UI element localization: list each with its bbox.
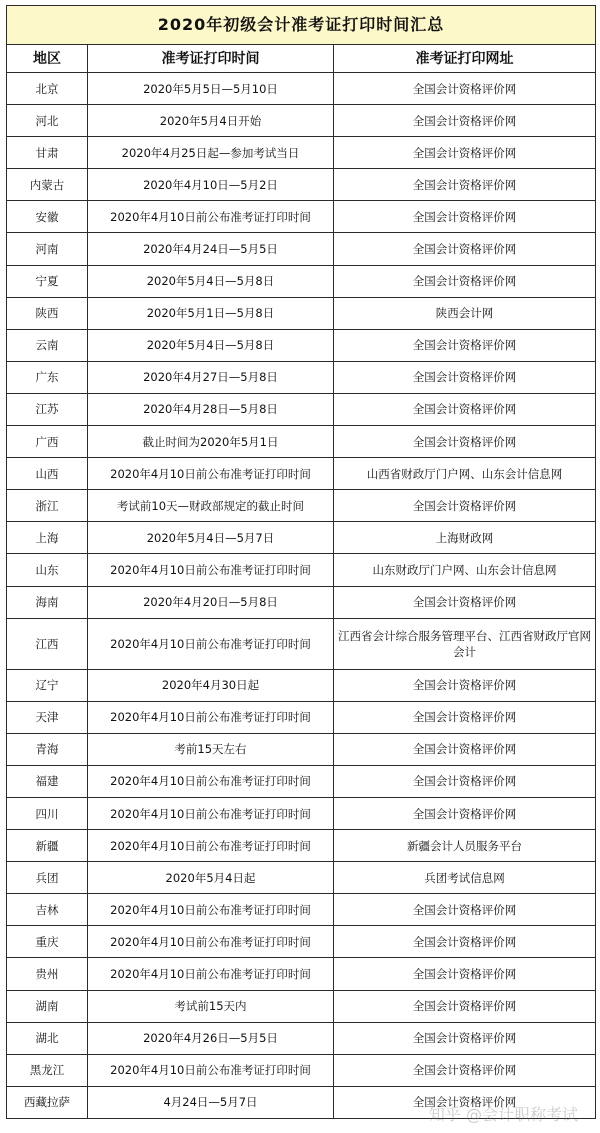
- print-site-cell: 全国会计资格评价网: [334, 894, 596, 926]
- print-site-cell: 全国会计资格评价网: [334, 265, 596, 297]
- region-cell: 新疆: [7, 830, 88, 862]
- print-time-cell: 4月24日—5月7日: [88, 1086, 334, 1118]
- print-time-cell: 2020年4月10日前公布准考证打印时间: [88, 618, 334, 669]
- table-row: [7, 137, 596, 169]
- print-time-cell: 2020年5月1日—5月8日: [88, 297, 334, 329]
- print-site-cell: 新疆会计人员服务平台: [334, 830, 596, 862]
- table-row: [7, 554, 596, 586]
- print-site-cell: 全国会计资格评价网: [334, 426, 596, 458]
- print-site-cell: 上海财政网: [334, 522, 596, 554]
- table-row: [7, 105, 596, 137]
- print-site-cell: 全国会计资格评价网: [334, 393, 596, 425]
- table-row: [7, 926, 596, 958]
- table-row: [7, 618, 596, 669]
- table-row: [7, 297, 596, 329]
- region-cell: 山东: [7, 554, 88, 586]
- table-row: [7, 862, 596, 894]
- region-cell: 天津: [7, 701, 88, 733]
- print-time-cell: 2020年4月10日前公布准考证打印时间: [88, 797, 334, 829]
- region-cell: 云南: [7, 329, 88, 361]
- print-site-cell: 陕西会计网: [334, 297, 596, 329]
- print-site-cell: 全国会计资格评价网: [334, 701, 596, 733]
- region-cell: 河北: [7, 105, 88, 137]
- print-time-cell: 2020年4月30日起: [88, 669, 334, 701]
- print-site-cell: 山东财政厅门户网、山东会计信息网: [334, 554, 596, 586]
- print-time-cell: 2020年4月10日前公布准考证打印时间: [88, 701, 334, 733]
- table-row: [7, 458, 596, 490]
- table-row: [7, 669, 596, 701]
- print-time-cell: 2020年4月24日—5月5日: [88, 233, 334, 265]
- table-row: [7, 201, 596, 233]
- region-cell: 安徽: [7, 201, 88, 233]
- print-time-cell: 2020年4月10日前公布准考证打印时间: [88, 554, 334, 586]
- table-row: [7, 1086, 596, 1118]
- region-cell: 重庆: [7, 926, 88, 958]
- print-time-cell: 2020年4月10日前公布准考证打印时间: [88, 958, 334, 990]
- table-row: [7, 329, 596, 361]
- print-time-cell: 2020年5月4日开始: [88, 105, 334, 137]
- print-time-cell: 2020年4月10日前公布准考证打印时间: [88, 894, 334, 926]
- column-header-print-site: 准考证打印网址: [334, 45, 596, 73]
- column-header-region: 地区: [7, 45, 88, 73]
- table-row: [7, 701, 596, 733]
- region-cell: 湖南: [7, 990, 88, 1022]
- print-time-cell: 2020年4月10日前公布准考证打印时间: [88, 201, 334, 233]
- print-site-cell: 全国会计资格评价网: [334, 329, 596, 361]
- print-site-cell: 全国会计资格评价网: [334, 990, 596, 1022]
- print-site-cell: 全国会计资格评价网: [334, 1054, 596, 1086]
- print-time-cell: 考试前10天—财政部规定的截止时间: [88, 490, 334, 522]
- print-time-cell: 2020年5月4日—5月8日: [88, 329, 334, 361]
- table-row: [7, 490, 596, 522]
- print-time-cell: 2020年5月4日—5月7日: [88, 522, 334, 554]
- print-site-cell: 山西省财政厅门户网、山东会计信息网: [334, 458, 596, 490]
- print-time-cell: 2020年4月28日—5月8日: [88, 393, 334, 425]
- region-cell: 山西: [7, 458, 88, 490]
- print-site-cell: 全国会计资格评价网: [334, 490, 596, 522]
- table-row: [7, 361, 596, 393]
- region-cell: 北京: [7, 73, 88, 105]
- print-time-cell: 2020年5月4日—5月8日: [88, 265, 334, 297]
- region-cell: 江苏: [7, 393, 88, 425]
- print-time-cell: 2020年4月10日前公布准考证打印时间: [88, 926, 334, 958]
- region-cell: 福建: [7, 765, 88, 797]
- exam-ticket-table: [6, 5, 596, 1119]
- print-site-cell: 全国会计资格评价网: [334, 669, 596, 701]
- column-header-print-time: 准考证打印时间: [88, 45, 334, 73]
- table-row: [7, 797, 596, 829]
- region-cell: 兵团: [7, 862, 88, 894]
- print-time-cell: 2020年5月4日起: [88, 862, 334, 894]
- region-cell: 黑龙江: [7, 1054, 88, 1086]
- print-time-cell: 2020年5月5日—5月10日: [88, 73, 334, 105]
- table-row: [7, 958, 596, 990]
- print-site-cell: 全国会计资格评价网: [334, 105, 596, 137]
- region-cell: 四川: [7, 797, 88, 829]
- table-row: [7, 73, 596, 105]
- table-row: [7, 990, 596, 1022]
- header-row: [7, 45, 596, 73]
- print-site-cell: 全国会计资格评价网: [334, 201, 596, 233]
- print-site-cell: 全国会计资格评价网: [334, 586, 596, 618]
- table-row: [7, 586, 596, 618]
- region-cell: 海南: [7, 586, 88, 618]
- region-cell: 广东: [7, 361, 88, 393]
- print-time-cell: 2020年4月10日—5月2日: [88, 169, 334, 201]
- print-time-cell: 2020年4月10日前公布准考证打印时间: [88, 1054, 334, 1086]
- table-body: [7, 73, 596, 1119]
- print-site-cell: 兵团考试信息网: [334, 862, 596, 894]
- region-cell: 吉林: [7, 894, 88, 926]
- region-cell: 内蒙古: [7, 169, 88, 201]
- region-cell: 江西: [7, 618, 88, 669]
- region-cell: 宁夏: [7, 265, 88, 297]
- print-time-cell: 2020年4月10日前公布准考证打印时间: [88, 765, 334, 797]
- print-site-cell: 全国会计资格评价网: [334, 1022, 596, 1054]
- table-row: [7, 894, 596, 926]
- print-site-cell: 全国会计资格评价网: [334, 233, 596, 265]
- print-site-cell: 江西省会计综合服务管理平台、江西省财政厅官网会计: [334, 618, 596, 669]
- region-cell: 上海: [7, 522, 88, 554]
- table-row: [7, 522, 596, 554]
- print-site-cell: 全国会计资格评价网: [334, 733, 596, 765]
- watermark: 知乎 @会计职称考试: [428, 1105, 578, 1124]
- table-row: [7, 765, 596, 797]
- print-time-cell: 2020年4月10日前公布准考证打印时间: [88, 458, 334, 490]
- print-time-cell: 截止时间为2020年5月1日: [88, 426, 334, 458]
- print-site-cell: 全国会计资格评价网: [334, 958, 596, 990]
- print-time-cell: 2020年4月10日前公布准考证打印时间: [88, 830, 334, 862]
- region-cell: 陕西: [7, 297, 88, 329]
- print-site-cell: 全国会计资格评价网: [334, 797, 596, 829]
- print-site-cell: 全国会计资格评价网: [334, 765, 596, 797]
- region-cell: 广西: [7, 426, 88, 458]
- print-time-cell: 2020年4月25日起—参加考试当日: [88, 137, 334, 169]
- print-time-cell: 考前15天左右: [88, 733, 334, 765]
- table-row: [7, 265, 596, 297]
- table-row: [7, 1022, 596, 1054]
- table-title: 2020年初级会计准考证打印时间汇总: [7, 6, 596, 45]
- region-cell: 青海: [7, 733, 88, 765]
- table-row: [7, 233, 596, 265]
- table-row: [7, 426, 596, 458]
- print-site-cell: 全国会计资格评价网: [334, 73, 596, 105]
- region-cell: 贵州: [7, 958, 88, 990]
- print-site-cell: 全国会计资格评价网: [334, 361, 596, 393]
- table-row: [7, 733, 596, 765]
- table-row: [7, 169, 596, 201]
- print-site-cell: 全国会计资格评价网: [334, 1086, 596, 1118]
- region-cell: 河南: [7, 233, 88, 265]
- region-cell: 甘肃: [7, 137, 88, 169]
- print-time-cell: 2020年4月26日—5月5日: [88, 1022, 334, 1054]
- region-cell: 辽宁: [7, 669, 88, 701]
- print-time-cell: 考试前15天内: [88, 990, 334, 1022]
- print-time-cell: 2020年4月20日—5月8日: [88, 586, 334, 618]
- table-row: [7, 393, 596, 425]
- print-time-cell: 2020年4月27日—5月8日: [88, 361, 334, 393]
- print-site-cell: 全国会计资格评价网: [334, 926, 596, 958]
- region-cell: 湖北: [7, 1022, 88, 1054]
- table-row: [7, 1054, 596, 1086]
- print-site-cell: 全国会计资格评价网: [334, 137, 596, 169]
- print-site-cell: 全国会计资格评价网: [334, 169, 596, 201]
- table-row: [7, 830, 596, 862]
- region-cell: 西藏拉萨: [7, 1086, 88, 1118]
- region-cell: 浙江: [7, 490, 88, 522]
